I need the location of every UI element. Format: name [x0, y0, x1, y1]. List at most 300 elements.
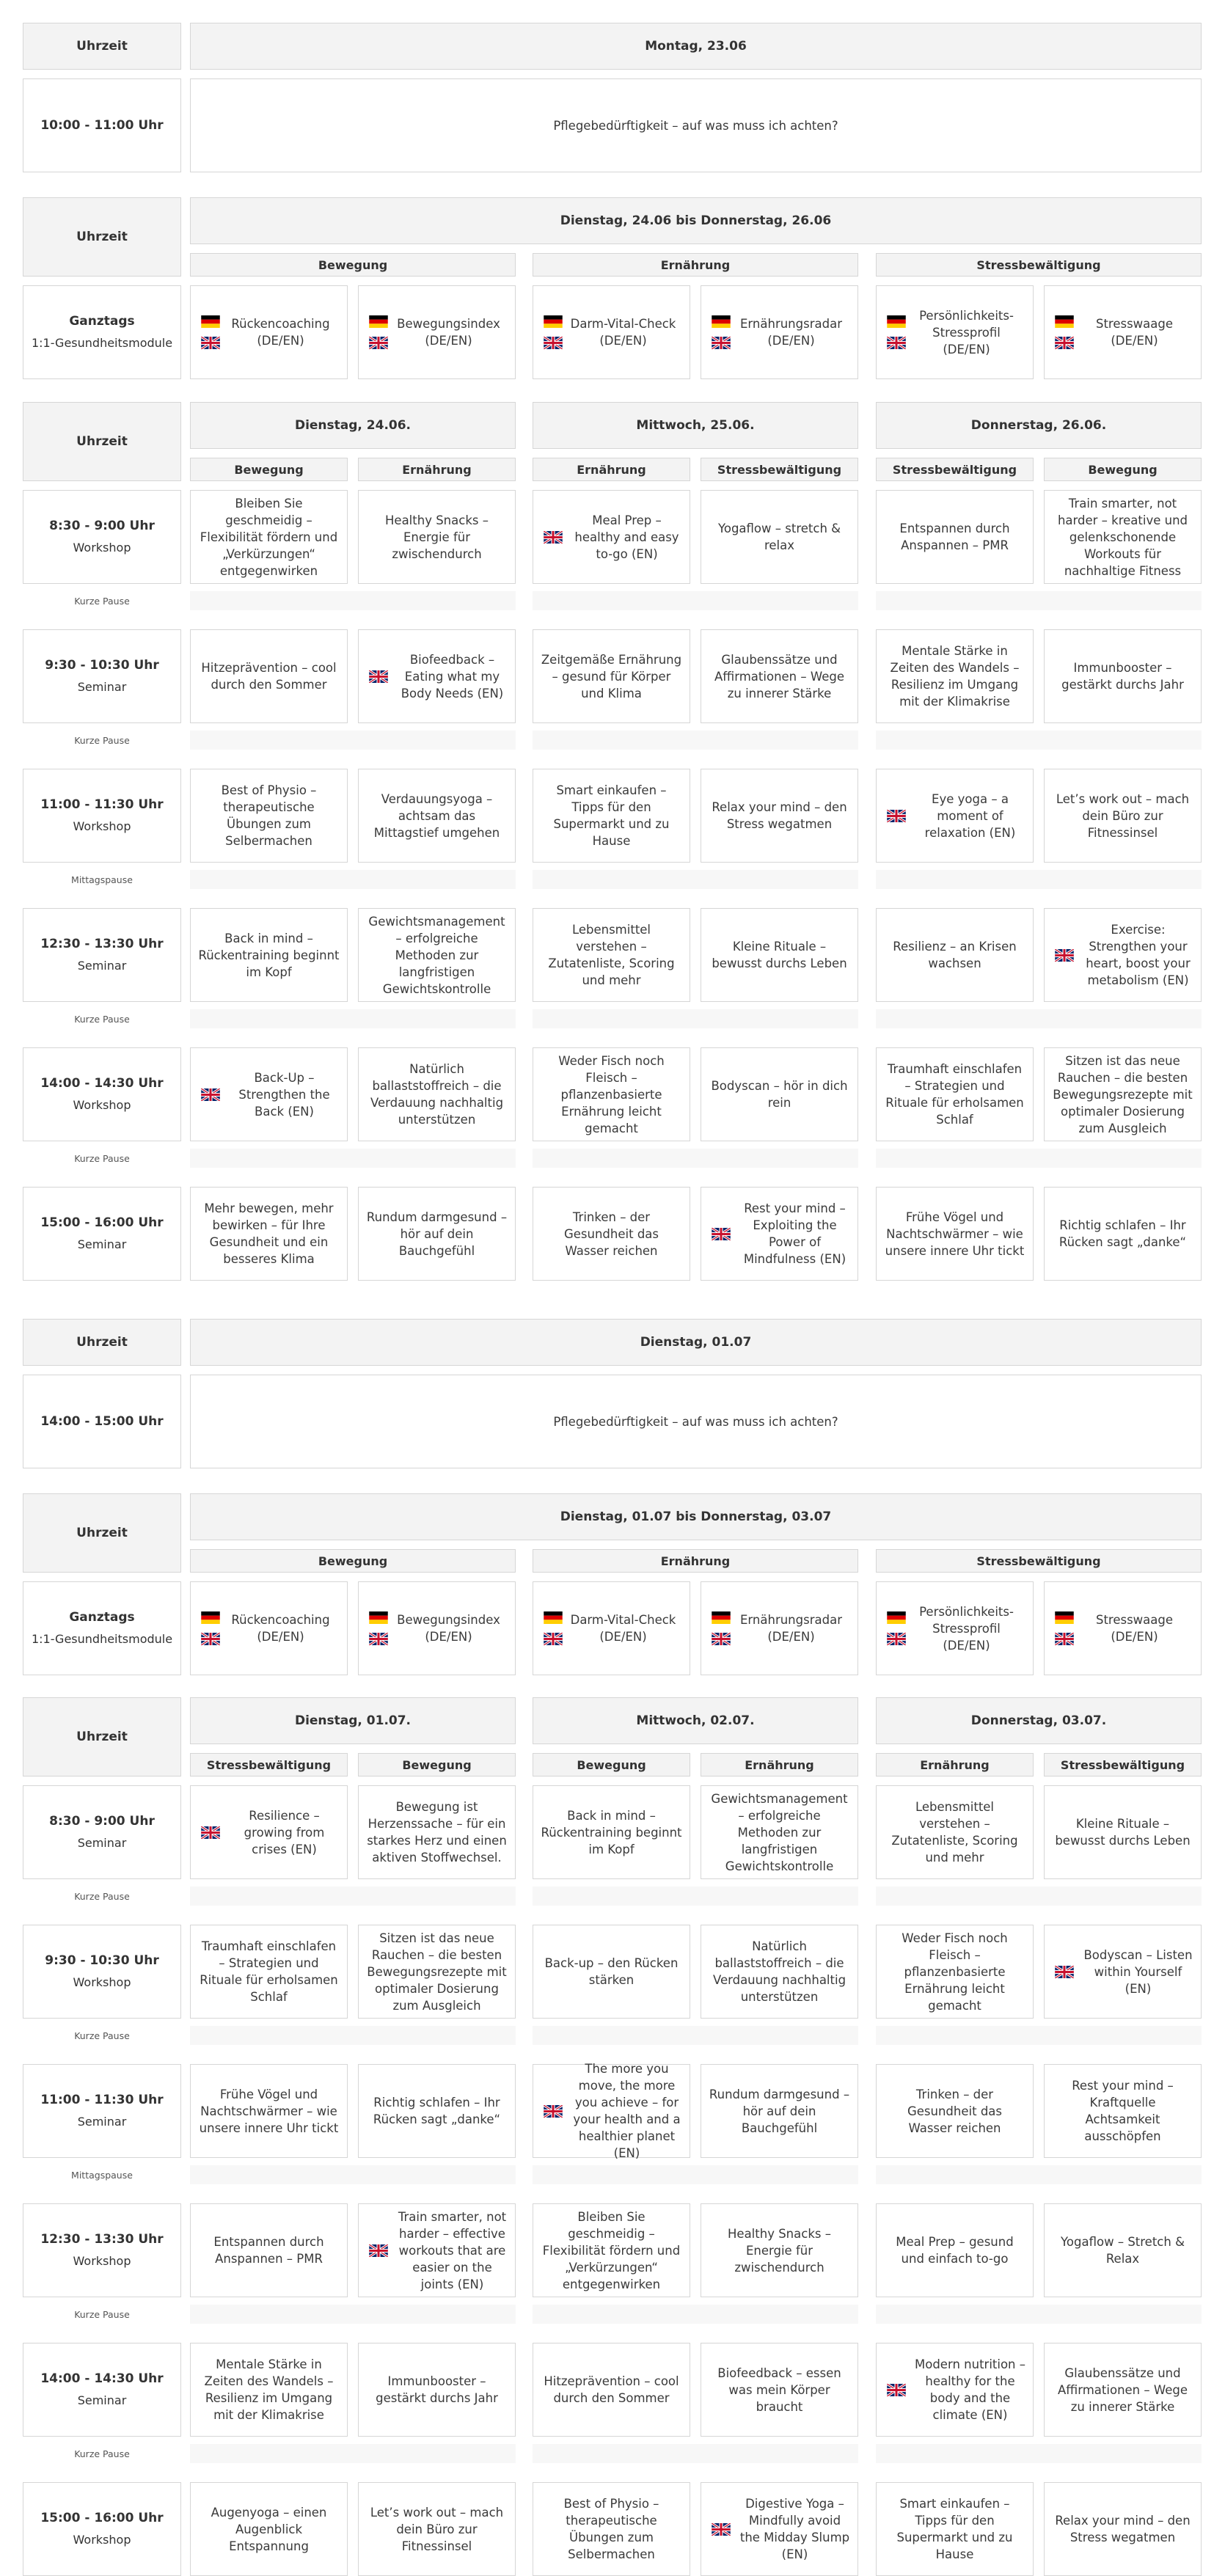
- session-cell[interactable]: [358, 908, 516, 1002]
- break-bar: [876, 2444, 1202, 2463]
- session-cell[interactable]: [358, 2064, 516, 2158]
- category-header: Stressbewältigung: [876, 253, 1202, 277]
- break-bar: [533, 1149, 858, 1168]
- session-title: Frühe Vögel und Nachtschwärmer – wie unsere innere Uhr tickt: [885, 1210, 1025, 1258]
- session-title: Back in mind – Rückentraining beginnt im Kopf: [198, 931, 340, 979]
- category-header: Stressbewältigung: [190, 1753, 348, 1777]
- flag-group: [1055, 1966, 1074, 1978]
- time-label: 15:00 - 16:00 Uhr: [40, 1215, 164, 1230]
- session-title: Augenyoga – einen Augenblick Entspannung: [211, 2505, 327, 2553]
- session-title: Frühe Vögel und Nachtschwärmer – wie unsere innere Uhr tickt: [199, 2087, 339, 2135]
- session-cell[interactable]: [533, 2203, 690, 2297]
- time-header: Uhrzeit: [23, 402, 181, 481]
- break-label: Kurze Pause: [74, 595, 130, 607]
- flag-group: [369, 670, 388, 683]
- session-title: Bodyscan – Listen within Yourself (EN): [1083, 1947, 1193, 1996]
- session-cell[interactable]: [190, 2343, 348, 2437]
- session-cell[interactable]: [358, 1047, 516, 1141]
- category-header: Ernährung: [876, 1753, 1034, 1777]
- break-label: Kurze Pause: [74, 1152, 130, 1164]
- session-cell[interactable]: [533, 2343, 690, 2437]
- time-label: 11:00 - 11:30 Uhr: [40, 797, 164, 812]
- module-label: Ernährungsradar (DE/EN): [740, 1613, 842, 1644]
- session-title: Back-up – den Rücken stärken: [544, 1956, 679, 1987]
- time-sublabel: 1:1-Gesundheitsmodule: [31, 1632, 173, 1646]
- session-title: Bewegung ist Herzenssache – für ein starkes Herz und einen aktiven Stoffwechsel.: [367, 1800, 507, 1865]
- session-title: Sitzen ist das neue Rauchen – die besten Bewegungsrezepte mit optimaler Dosierung zum Ausgleich: [367, 1931, 507, 2013]
- session-cell[interactable]: [701, 629, 858, 723]
- session-title: Verdauungsyoga – achtsam das Mittagstief umgehen: [373, 791, 500, 840]
- session-title: Let’s work out – mach dein Büro zur Fitnessinsel: [370, 2505, 504, 2553]
- session-cell[interactable]: [1044, 2343, 1202, 2437]
- flag-uk-icon: [369, 1633, 388, 1645]
- session-cell[interactable]: [190, 2203, 348, 2297]
- day-header: Montag, 23.06: [190, 23, 1202, 70]
- time-label: 15:00 - 16:00 Uhr: [40, 2511, 164, 2525]
- session-title: Gewichtsmanagement – erfolgreiche Methoden zur langfristigen Gewichtskontrolle: [711, 1791, 848, 1873]
- session-title: Rest your mind – Kraftquelle Achtsamkeit ausschöpfen: [1072, 2079, 1174, 2143]
- module-cell[interactable]: [533, 1581, 690, 1675]
- break-label: Kurze Pause: [74, 2308, 130, 2320]
- flag-uk-icon: [1055, 1966, 1074, 1978]
- session-title: Richtig schlafen – Ihr Rücken sagt „danke“: [1058, 1218, 1187, 1249]
- break-bar: [533, 2026, 858, 2045]
- flag-de-icon: [887, 315, 906, 328]
- session-cell[interactable]: [1044, 490, 1202, 584]
- module-label: Stresswaage (DE/EN): [1095, 1613, 1174, 1644]
- session-cell[interactable]: [533, 1047, 690, 1141]
- session-title: Mentale Stärke in Zeiten des Wandels – Resilienz im Umgang mit der Klimakrise: [204, 2357, 334, 2422]
- module-cell[interactable]: [358, 285, 516, 379]
- session-cell[interactable]: [876, 2482, 1034, 2576]
- time-cell: [23, 769, 181, 863]
- session-cell[interactable]: [190, 2482, 348, 2576]
- time-cell: [23, 490, 181, 584]
- break-bar: [876, 731, 1202, 750]
- session-title: Meal Prep – gesund und einfach to-go: [896, 2235, 1014, 2266]
- time-header: Uhrzeit: [23, 1319, 181, 1366]
- module-label: Rückencoaching (DE/EN): [231, 317, 330, 348]
- session-type: Seminar: [77, 2393, 127, 2407]
- category-header: Bewegung: [533, 1753, 690, 1777]
- break-bar: [190, 2165, 516, 2184]
- session-title: Biofeedback – Eating what my Body Needs (EN): [401, 652, 504, 700]
- flag-uk-icon: [544, 1633, 563, 1645]
- session-cell[interactable]: [701, 1785, 858, 1879]
- session-cell[interactable]: [1044, 2064, 1202, 2158]
- session-title: Immunbooster – gestärkt durchs Jahr: [376, 2374, 498, 2405]
- session-cell[interactable]: [701, 2482, 858, 2576]
- flag-group: [712, 2523, 731, 2536]
- session-cell[interactable]: [358, 769, 516, 863]
- flag-uk-icon: [544, 531, 563, 544]
- session-title: Richtig schlafen – Ihr Rücken sagt „danke“: [373, 2096, 501, 2126]
- time-label: 12:30 - 13:30 Uhr: [40, 2232, 164, 2247]
- session-type: Seminar: [77, 1836, 127, 1850]
- session-cell[interactable]: [533, 490, 690, 584]
- module-cell[interactable]: [876, 1581, 1034, 1675]
- flag-de-icon: [887, 1611, 906, 1624]
- day-header: Donnerstag, 03.07.: [876, 1697, 1202, 1744]
- session-cell[interactable]: [533, 908, 690, 1002]
- module-cell[interactable]: [1044, 1581, 1202, 1675]
- session-title: Entspannen durch Anspannen – PMR: [899, 522, 1010, 552]
- time-cell: [23, 78, 181, 172]
- session-cell[interactable]: [876, 1785, 1034, 1879]
- time-label: 12:30 - 13:30 Uhr: [40, 937, 164, 951]
- break-bar: [876, 870, 1202, 889]
- break-bar: [190, 870, 516, 889]
- session-title: Natürlich ballaststoffreich – die Verdauung nachhaltig unterstützen: [370, 1062, 504, 1127]
- break-label: Kurze Pause: [74, 2030, 130, 2041]
- session-type: Seminar: [77, 2115, 127, 2129]
- session-cell[interactable]: [190, 769, 348, 863]
- time-label: 9:30 - 10:30 Uhr: [45, 1953, 159, 1968]
- time-label: 14:00 - 14:30 Uhr: [40, 2371, 164, 2386]
- session-cell[interactable]: [701, 1925, 858, 2019]
- session-title: Weder Fisch noch Fleisch – pflanzenbasierte Ernährung leicht gemacht: [558, 1053, 665, 1135]
- session-cell[interactable]: [358, 1785, 516, 1879]
- break-bar: [876, 1149, 1202, 1168]
- flag-group: [1055, 1611, 1074, 1645]
- break-bar: [533, 1009, 858, 1028]
- flag-uk-icon: [712, 2523, 731, 2536]
- flag-uk-icon: [887, 2384, 906, 2396]
- session-cell[interactable]: [1044, 1785, 1202, 1879]
- category-header: Stressbewältigung: [1044, 1753, 1202, 1777]
- flag-uk-icon: [887, 810, 906, 822]
- session-cell[interactable]: [190, 1187, 348, 1281]
- session-title: Smart einkaufen – Tipps für den Supermarkt und zu Hause: [896, 2497, 1013, 2561]
- time-label: 8:30 - 9:00 Uhr: [49, 519, 155, 533]
- session-title: Bodyscan – hör in dich rein: [711, 1079, 848, 1110]
- module-label: Bewegungsindex (DE/EN): [397, 317, 500, 348]
- session-title: Back-Up – Strengthen the Back (EN): [238, 1070, 330, 1119]
- day-header: Dienstag, 01.07: [190, 1319, 1202, 1366]
- session-cell[interactable]: [1044, 908, 1202, 1002]
- session-cell[interactable]: [533, 769, 690, 863]
- session-cell[interactable]: [190, 1925, 348, 2019]
- session-cell[interactable]: [533, 1785, 690, 1879]
- category-header: Stressbewältigung: [876, 458, 1034, 481]
- time-label: Ganztags: [69, 314, 135, 329]
- session-title: Lebensmittel verstehen – Zutatenliste, Scoring und mehr: [891, 1800, 1018, 1865]
- break-bar: [533, 1887, 858, 1906]
- break-bar: [876, 2305, 1202, 2324]
- day-header: Dienstag, 01.07.: [190, 1697, 516, 1744]
- module-cell[interactable]: [701, 1581, 858, 1675]
- time-cell: [23, 2203, 181, 2297]
- session-cell[interactable]: [533, 2482, 690, 2576]
- session-title: Resilience – growing from crises (EN): [244, 1808, 325, 1856]
- session-cell[interactable]: [1044, 1925, 1202, 2019]
- session-title: Biofeedback – essen was mein Körper braucht: [717, 2365, 841, 2414]
- session-cell[interactable]: [1044, 2203, 1202, 2297]
- flag-uk-icon: [544, 2105, 563, 2118]
- break-bar: [876, 2165, 1202, 2184]
- flag-uk-icon: [712, 1633, 731, 1645]
- session-type: Seminar: [77, 1237, 127, 1251]
- break-bar: [533, 2444, 858, 2463]
- break-label: Mittagspause: [71, 2169, 133, 2181]
- session-type: Seminar: [77, 959, 127, 973]
- flag-group: [201, 1611, 220, 1645]
- time-sublabel: 1:1-Gesundheitsmodule: [31, 336, 173, 350]
- session-cell[interactable]: [358, 2343, 516, 2437]
- flag-de-icon: [1055, 315, 1074, 328]
- break-bar: [190, 1009, 516, 1028]
- session-cell[interactable]: [358, 629, 516, 723]
- session-cell[interactable]: [1044, 1047, 1202, 1141]
- session-cell[interactable]: [876, 908, 1034, 1002]
- session-cell[interactable]: [358, 490, 516, 584]
- category-header: Bewegung: [190, 458, 348, 481]
- session-title: Relax your mind – den Stress wegatmen: [712, 800, 847, 831]
- session-cell[interactable]: [358, 1187, 516, 1281]
- session-cell[interactable]: [876, 490, 1034, 584]
- session-type: Workshop: [73, 541, 131, 555]
- session-title: Glaubenssätze und Affirmationen – Wege zu innerer Stärke: [714, 652, 844, 700]
- time-cell: [23, 1375, 181, 1468]
- module-label: Persönlichkeits-Stressprofil (DE/EN): [919, 308, 1014, 356]
- break-bar: [876, 1887, 1202, 1906]
- session-title: Trinken – der Gesundheit das Wasser reichen: [563, 1210, 659, 1258]
- time-cell: [23, 908, 181, 1002]
- session-cell[interactable]: [701, 769, 858, 863]
- break-label: Kurze Pause: [74, 1890, 130, 1902]
- session-cell[interactable]: [1044, 2482, 1202, 2576]
- session-title: Modern nutrition – healthy for the body and the climate (EN): [915, 2357, 1026, 2422]
- flag-uk-icon: [369, 2244, 388, 2257]
- session-title: Weder Fisch noch Fleisch – pflanzenbasierte Ernährung leicht gemacht: [902, 1931, 1008, 2013]
- break-bar: [876, 2026, 1202, 2045]
- session-cell[interactable]: [190, 490, 348, 584]
- break-label: Kurze Pause: [74, 1013, 130, 1025]
- break-label: Kurze Pause: [74, 734, 130, 746]
- break-bar: [190, 1887, 516, 1906]
- flag-group: [887, 810, 906, 822]
- flag-group: [544, 1611, 563, 1645]
- category-header: Ernährung: [533, 458, 690, 481]
- break-bar: [876, 591, 1202, 610]
- module-label: Darm-Vital-Check (DE/EN): [570, 317, 676, 348]
- session-cell[interactable]: [358, 2203, 516, 2297]
- session-cell[interactable]: [358, 1925, 516, 2019]
- module-label: Bewegungsindex (DE/EN): [397, 1613, 500, 1644]
- session-title: Traumhaft einschlafen – Strategien und Rituale für erholsamen Schlaf: [885, 1062, 1024, 1127]
- flag-group: [201, 1088, 220, 1101]
- session-cell[interactable]: [876, 2064, 1034, 2158]
- time-header: Uhrzeit: [23, 1697, 181, 1777]
- break-bar: [190, 2444, 516, 2463]
- session-title: Immunbooster – gestärkt durchs Jahr: [1061, 661, 1184, 692]
- flag-group: [201, 315, 220, 349]
- module-label: Ernährungsradar (DE/EN): [740, 317, 842, 348]
- day-header: Donnerstag, 26.06.: [876, 402, 1202, 449]
- session-cell[interactable]: [533, 2064, 690, 2158]
- session-title: Sitzen ist das neue Rauchen – die besten Bewegungsrezepte mit optimaler Dosierung zum Ausgleich: [1053, 1053, 1193, 1135]
- session-title: Gewichtsmanagement – erfolgreiche Methoden zur langfristigen Gewichtskontrolle: [368, 914, 505, 996]
- session-type: Workshop: [73, 1098, 131, 1112]
- time-cell: [23, 2064, 181, 2158]
- flag-uk-icon: [1055, 1633, 1074, 1645]
- flag-group: [201, 1826, 220, 1839]
- flag-group: [544, 2105, 563, 2118]
- session-cell[interactable]: [876, 1187, 1034, 1281]
- session-cell[interactable]: [1044, 769, 1202, 863]
- flag-group: [887, 1611, 906, 1645]
- session-title: Train smarter, not harder – effective workouts that are easier on the joints (EN): [398, 2209, 507, 2291]
- category-header: Stressbewältigung: [876, 1549, 1202, 1573]
- session-cell[interactable]: [876, 629, 1034, 723]
- session-cell[interactable]: [533, 1187, 690, 1281]
- session-cell[interactable]: [701, 1047, 858, 1141]
- session-title: Traumhaft einschlafen – Strategien und Rituale für erholsamen Schlaf: [200, 1939, 338, 2004]
- time-cell: [23, 2343, 181, 2437]
- session-title: Best of Physio – therapeutische Übungen zum Selbermachen: [221, 783, 317, 848]
- flag-group: [712, 1228, 731, 1240]
- time-cell: [23, 285, 181, 379]
- session-cell[interactable]: [1044, 1187, 1202, 1281]
- event-cell[interactable]: Pflegebedürftigkeit – auf was muss ich achten?: [190, 78, 1202, 172]
- session-cell[interactable]: [876, 2203, 1034, 2297]
- session-type: Workshop: [73, 2533, 131, 2547]
- session-title: Mentale Stärke in Zeiten des Wandels – Resilienz im Umgang mit der Klimakrise: [890, 644, 1020, 709]
- event-cell[interactable]: Pflegebedürftigkeit – auf was muss ich achten?: [190, 1375, 1202, 1468]
- category-header: Stressbewältigung: [701, 458, 858, 481]
- module-cell[interactable]: [1044, 285, 1202, 379]
- time-cell: [23, 1047, 181, 1141]
- flag-uk-icon: [201, 1633, 220, 1645]
- module-cell[interactable]: [876, 285, 1034, 379]
- range-header: Dienstag, 24.06 bis Donnerstag, 26.06: [190, 197, 1202, 244]
- time-label: 10:00 - 11:00 Uhr: [40, 117, 164, 133]
- session-title: Let’s work out – mach dein Büro zur Fitnessinsel: [1056, 791, 1190, 840]
- flag-group: [1055, 315, 1074, 349]
- session-cell[interactable]: [701, 2343, 858, 2437]
- flag-de-icon: [544, 1611, 563, 1624]
- category-header: Bewegung: [190, 253, 516, 277]
- flag-uk-icon: [201, 1088, 220, 1101]
- session-cell[interactable]: [701, 908, 858, 1002]
- category-header: Ernährung: [358, 458, 516, 481]
- session-cell[interactable]: [876, 769, 1034, 863]
- session-title: Trinken – der Gesundheit das Wasser reichen: [907, 2087, 1002, 2135]
- break-bar: [190, 731, 516, 750]
- session-title: Mehr bewegen, mehr bewirken – für Ihre Gesundheit und ein besseres Klima: [204, 1201, 334, 1266]
- range-header: Dienstag, 01.07 bis Donnerstag, 03.07: [190, 1493, 1202, 1540]
- session-cell[interactable]: [190, 2064, 348, 2158]
- session-title: Entspannen durch Anspannen – PMR: [213, 2235, 324, 2266]
- category-header: Bewegung: [190, 1549, 516, 1573]
- category-header: Ernährung: [701, 1753, 858, 1777]
- time-label: 11:00 - 11:30 Uhr: [40, 2093, 164, 2107]
- time-cell: [23, 1925, 181, 2019]
- session-type: Workshop: [73, 2254, 131, 2268]
- break-bar: [190, 2026, 516, 2045]
- session-title: Kleine Rituale – bewusst durchs Leben: [712, 940, 847, 970]
- session-cell[interactable]: [533, 629, 690, 723]
- time-header: Uhrzeit: [23, 1493, 181, 1573]
- session-title: Healthy Snacks – Energie für zwischendurch: [728, 2226, 831, 2275]
- session-title: Smart einkaufen – Tipps für den Supermarkt und zu Hause: [553, 783, 670, 848]
- session-cell[interactable]: [701, 490, 858, 584]
- time-cell: [23, 1581, 181, 1675]
- flag-group: [369, 1611, 388, 1645]
- session-cell[interactable]: [1044, 629, 1202, 723]
- flag-uk-icon: [712, 337, 731, 349]
- flag-group: [544, 315, 563, 349]
- session-title: Rest your mind – Exploiting the Power of Mindfulness (EN): [743, 1201, 846, 1266]
- flag-uk-icon: [544, 337, 563, 349]
- flag-de-icon: [369, 315, 388, 328]
- session-title: Relax your mind – den Stress wegatmen: [1055, 2514, 1191, 2544]
- time-cell: [23, 1785, 181, 1879]
- module-cell[interactable]: [533, 285, 690, 379]
- session-cell[interactable]: [876, 1047, 1034, 1141]
- session-cell[interactable]: [701, 2064, 858, 2158]
- flag-group: [544, 531, 563, 544]
- flag-de-icon: [369, 1611, 388, 1624]
- session-type: Seminar: [77, 680, 127, 694]
- time-cell: [23, 1187, 181, 1281]
- flag-uk-icon: [369, 670, 388, 683]
- flag-de-icon: [201, 1611, 220, 1624]
- day-header: Mittwoch, 25.06.: [533, 402, 858, 449]
- session-title: Best of Physio – therapeutische Übungen zum Selbermachen: [563, 2497, 659, 2561]
- module-cell[interactable]: [190, 1581, 348, 1675]
- flag-uk-icon: [1055, 949, 1074, 962]
- flag-uk-icon: [887, 337, 906, 349]
- session-title: The more you move, the more you achieve – for your health and a healthier planet (EN): [573, 2062, 681, 2160]
- session-cell[interactable]: [190, 1047, 348, 1141]
- category-header: Ernährung: [533, 1549, 858, 1573]
- flag-group: [712, 315, 731, 349]
- session-title: Train smarter, not harder – kreative und gelenkschonende Workouts für nachhaltige Fitness: [1057, 496, 1188, 578]
- session-cell[interactable]: [701, 2203, 858, 2297]
- session-title: Eye yoga – a moment of relaxation (EN): [924, 791, 1016, 840]
- flag-de-icon: [1055, 1611, 1074, 1624]
- session-cell[interactable]: [358, 2482, 516, 2576]
- flag-group: [369, 2244, 388, 2257]
- flag-de-icon: [712, 315, 731, 328]
- flag-de-icon: [712, 1611, 731, 1624]
- break-bar: [533, 870, 858, 889]
- session-title: Natürlich ballaststoffreich – die Verdauung nachhaltig unterstützen: [712, 1939, 846, 2004]
- break-bar: [533, 2165, 858, 2184]
- module-cell[interactable]: [701, 285, 858, 379]
- session-cell[interactable]: [701, 1187, 858, 1281]
- time-cell: [23, 629, 181, 723]
- session-title: Bleiben Sie geschmeidig – Flexibilität fördern und „Verkürzungen“ entgegenwirken: [542, 2209, 681, 2291]
- session-cell[interactable]: [876, 2343, 1034, 2437]
- session-cell[interactable]: [533, 1925, 690, 2019]
- session-cell[interactable]: [190, 908, 348, 1002]
- module-cell[interactable]: [358, 1581, 516, 1675]
- flag-de-icon: [201, 315, 220, 328]
- flag-uk-icon: [887, 1633, 906, 1645]
- session-cell[interactable]: [190, 1785, 348, 1879]
- flag-group: [369, 315, 388, 349]
- category-header: Ernährung: [533, 253, 858, 277]
- flag-group: [887, 315, 906, 349]
- time-header: Uhrzeit: [23, 197, 181, 277]
- session-cell[interactable]: [190, 629, 348, 723]
- module-cell[interactable]: [190, 285, 348, 379]
- time-label: 9:30 - 10:30 Uhr: [45, 658, 159, 673]
- flag-group: [887, 2384, 906, 2396]
- session-cell[interactable]: [876, 1925, 1034, 2019]
